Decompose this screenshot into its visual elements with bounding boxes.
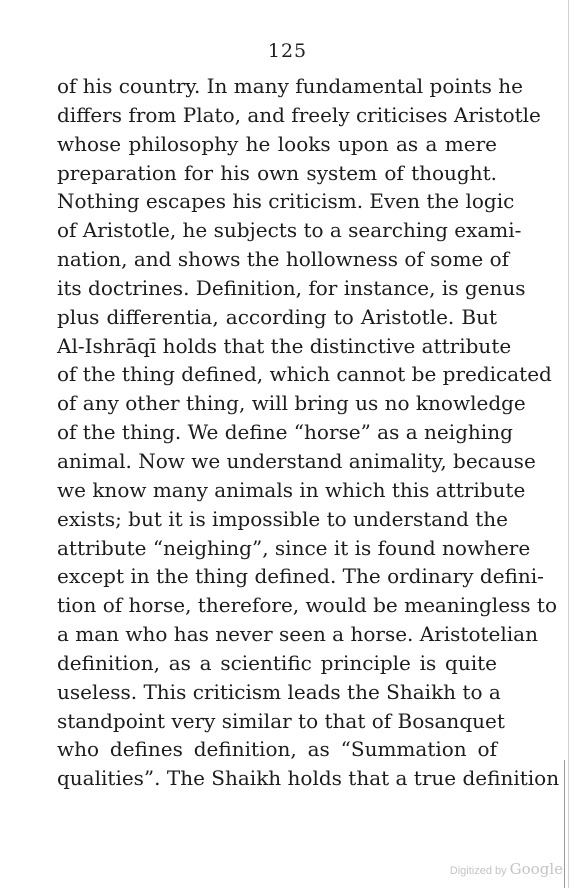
text-line: its doctrines. Definition, for instance, is genus [57,275,526,300]
text-line: Nothing escapes his criticism. Even the logic [57,189,515,214]
digitized-watermark [450,860,563,878]
text-line: useless. This criticism leads the Shaikh to a [57,679,501,704]
text-line: who defines definition, as “Summation of [57,737,497,762]
text-line: we know many animals in which this attribute [57,477,526,502]
text-line: exists; but it is impossible to understand the [57,506,508,531]
text-line: nation, and shows the hollowness of some of [57,247,510,272]
text-line: of Aristotle, he subjects to a searching exami- [57,218,522,243]
text-line: Al-Ishrāqī holds that the distinctive attribute [57,333,512,358]
text-line: a man who has never seen a horse. Aristotelian [57,622,538,647]
text-line: plus differentia, according to Aristotle. But [57,304,497,329]
text-line: qualities”. The Shaikh holds that a true definition [57,766,560,791]
text-line: of the thing defined, which cannot be predicated [57,362,552,387]
text-line: preparation for his own system of thought. [57,160,497,185]
page-edge-shadow [564,760,565,888]
text-line: whose philosophy he looks upon as a mere [57,131,497,156]
text-line: definition, as a scientific principle is quite [57,650,497,675]
text-line: of any other thing, will bring us no knowledge [57,391,526,416]
watermark-prefix: Digitized by [449,865,507,877]
text-line: animal. Now we understand animality, because [57,448,536,473]
text-line: standpoint very similar to that of Bosanquet [57,708,505,733]
body-text [57,72,560,793]
google-logo: Google [509,860,563,878]
text-line: differs from Plato, and freely criticises Aristotle [57,102,541,127]
text-line: attribute “neighing”, since it is found nowhere [57,535,531,560]
page-edge-line [568,0,569,888]
page-number: 125 [267,40,308,62]
text-line: tion of horse, therefore, would be meaningless to [57,593,557,618]
text-line: except in the thing defined. The ordinary defini- [57,564,544,589]
text-line: of the thing. We define “horse” as a neighing [57,420,513,445]
text-line: of his country. In many fundamental points he [57,74,524,98]
